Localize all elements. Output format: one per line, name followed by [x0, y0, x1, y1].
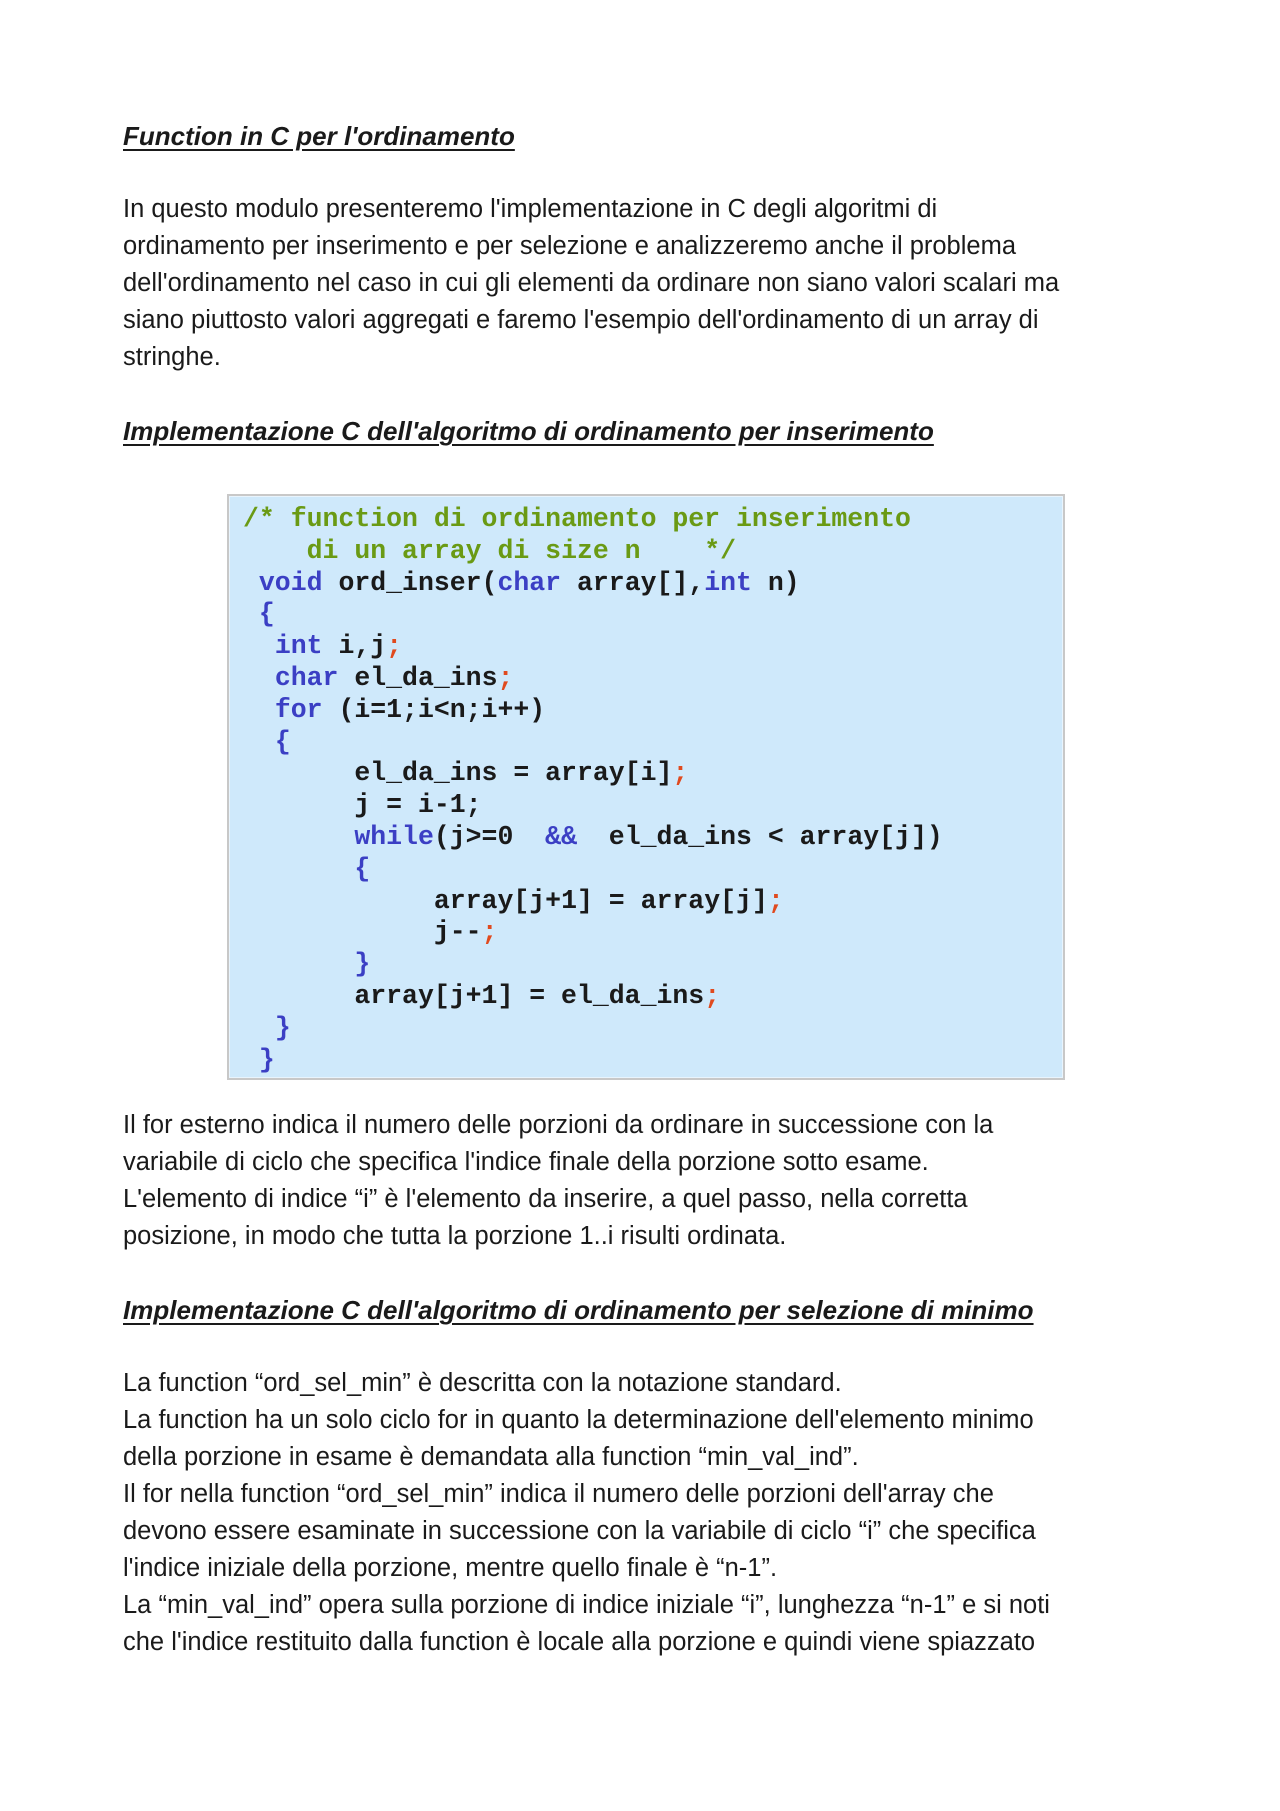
page-title: Function in C per l'ordinamento [123, 121, 515, 151]
document-page [123, 118, 1173, 449]
intro-line: dell'ordinamento nel caso in cui gli elementi da ordinare non siano valori scalari ma [123, 269, 1060, 297]
selection-line: La “min_val_ind” opera sulla porzione di indice iniziale “i”, lunghezza “n-1” e si noti [123, 1591, 1050, 1619]
selection-line: La function ha un solo ciclo for in quanto la determinazione dell'elemento minimo [123, 1406, 1034, 1434]
explanation-line: L'elemento di indice “i” è l'elemento da inserire, a quel passo, nella corretta [123, 1185, 968, 1213]
code-block-insertion-sort [227, 494, 1065, 1080]
intro-line: siano piuttosto valori aggregati e faremo l'esempio dell'ordinamento di un array di [123, 306, 1039, 334]
intro-paragraph [123, 191, 1173, 376]
intro-line: stringhe. [123, 343, 221, 371]
selection-line: devono essere esaminate in successione con la variabile di ciclo “i” che specifica [123, 1517, 1036, 1545]
selection-line: che l'indice restituito dalla function è locale alla porzione e quindi viene spiazzato [123, 1628, 1036, 1656]
selection-line: Il for nella function “ord_sel_min” indica il numero delle porzioni dell'array che [123, 1480, 994, 1508]
selection-line: l'indice iniziale della porzione, mentre quello finale è “n-1”. [123, 1554, 778, 1582]
code-listing: /* function di ordinamento per inserimento di un array di size n */ void ord_inser(char array[],int n) { int i,j; char el_da_ins; for (i=1;i<n;i++) { el_da_ins = array[i]; j = i-1; while(j>=0 && el_da_ins < array[j]) { array[j+1] = array[j]; j--; } array[j+1] = el_da_ins; } } [243, 504, 943, 1075]
selection-paragraph [123, 1365, 1173, 1661]
section-heading-insertion: Implementazione C dell'algoritmo di ordinamento per inserimento [123, 416, 934, 446]
selection-line: della porzione in esame è demandata alla function “min_val_ind”. [123, 1443, 859, 1471]
document-continuation [123, 1107, 1173, 1661]
explanation-line: Il for esterno indica il numero delle porzioni da ordinare in successione con la [123, 1111, 994, 1139]
explanation-line: variabile di ciclo che specifica l'indice finale della porzione sotto esame. [123, 1148, 929, 1176]
section-heading-selection: Implementazione C dell'algoritmo di ordinamento per selezione di minimo [123, 1295, 1034, 1325]
explanation-line: posizione, in modo che tutta la porzione 1..i risulti ordinata. [123, 1222, 787, 1250]
selection-line: La function “ord_sel_min” è descritta con la notazione standard. [123, 1369, 842, 1397]
explanation-paragraph [123, 1107, 1173, 1255]
intro-line: ordinamento per inserimento e per selezione e analizzeremo anche il problema [123, 232, 1016, 260]
intro-line: In questo modulo presenteremo l'implementazione in C degli algoritmi di [123, 195, 938, 223]
